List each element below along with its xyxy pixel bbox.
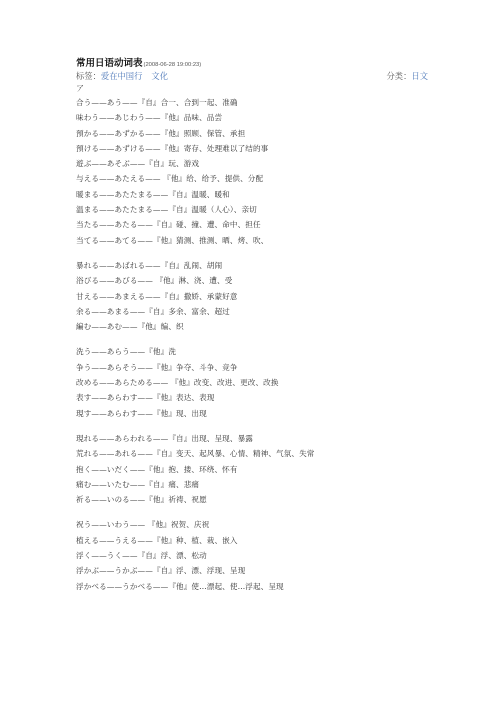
section-letter: ア <box>76 84 84 93</box>
verb-entry: 遊ぶ——あそぶ——『自』玩、游戏 <box>76 159 200 169</box>
verb-group <box>76 517 428 593</box>
verb-entry: 祈る——いのる——『他』祈祷、祝愿 <box>76 495 207 505</box>
verb-entry: 痛む——いたむ——『自』痛、悲痛 <box>76 479 200 489</box>
verb-entry: 植える——うえる——『他』种、植、栽、嵌入 <box>76 535 238 545</box>
category-block <box>386 70 428 83</box>
verb-entry: 争う——あらそう——『他』争夺、斗争、竞争 <box>76 362 238 372</box>
verb-entry: 温まる——あたたまる——『自』温暖（人心）、亲切 <box>76 205 257 215</box>
verb-group <box>76 95 428 248</box>
verb-entry: 預ける——あずける——『他』寄存、处理难以了结的事 <box>76 143 269 153</box>
verb-entry: 当てる——あてる——『他』猜测、推测、晒、烤、吹、 <box>76 235 269 245</box>
verb-entry: 洗う——あらう——『他』洗 <box>76 347 177 357</box>
tag-label: 标签： <box>76 71 101 81</box>
tag-link-1[interactable]: 爱在中国行 <box>100 71 143 81</box>
verb-entry: 浮く——うく——『自』浮、漂、松动 <box>76 551 207 561</box>
title-row <box>76 57 428 70</box>
verb-entry: 表す——あらわす——『他』表达、表现 <box>76 393 215 403</box>
category-link[interactable]: 日文 <box>411 71 428 81</box>
verb-entry: 浮かぶ——うかぶ——『自』浮、漂、浮现、呈现 <box>76 566 246 576</box>
verb-group <box>76 431 428 507</box>
verb-entry: 抱く——いだく——『他』抱、搂、环绕、怀有 <box>76 464 238 474</box>
verb-entry: 祝う——いわう—— 『他』祝贺、庆祝 <box>76 520 210 530</box>
verb-entry: 改める——あらためる—— 『他』改变、改进、更改、改换 <box>76 378 279 388</box>
verb-entry: 合う——あう——『自』合一、合到一起、准确 <box>76 98 238 107</box>
verb-entry: 編む——あむ——『他』编、织 <box>76 322 184 332</box>
verb-entry: 荒れる——あれる——『自』变天、起风暴、心情、精神、气氛、失常 <box>76 449 315 459</box>
verb-entry: 浮かべる——うかべる——『他』使…漂起、使…浮起、呈现 <box>76 581 284 591</box>
tag-link-2[interactable]: 文化 <box>151 71 169 81</box>
verb-entry: 味わう——あじわう——『他』品味、品尝 <box>76 113 223 123</box>
verb-entry: 暴れる——あばれる——『自』乱闹、胡闹 <box>76 260 223 270</box>
verb-entry: 暖まる——あたたまる——『自』温暖、暖和 <box>76 189 230 199</box>
verb-entry: 甘える——あまえる——『自』撒娇、承蒙好意 <box>76 291 238 301</box>
verb-group <box>76 344 428 420</box>
verb-entry: 余る——あまる——『自』多余、富余、超过 <box>76 306 230 316</box>
verb-entry: 現れる——あらわれる——『自』出现、呈现、暴露 <box>76 433 253 443</box>
verb-entry: 当たる——あたる——『自』碰、撞、遭、命中、担任 <box>76 220 261 230</box>
verb-entry: 現す——あらわす——『他』现、出现 <box>76 408 207 418</box>
post-date: (2008-06-28 19:00:23) <box>143 62 202 68</box>
verb-list <box>76 95 428 594</box>
category-label: 分类： <box>386 71 412 81</box>
tag-row <box>76 70 428 83</box>
verb-entry: 与える——あたえる—— 『他』给、给予、提供、分配 <box>76 174 264 184</box>
document-title: 常用日语动词表 <box>76 58 143 69</box>
document-page <box>76 57 428 604</box>
verb-entry: 浴びる——あびる—— 『他』淋、浇、遭、受 <box>76 276 233 286</box>
verb-group <box>76 258 428 334</box>
verb-entry: 預かる——あずかる——『他』照顾、保管、承担 <box>76 128 246 138</box>
